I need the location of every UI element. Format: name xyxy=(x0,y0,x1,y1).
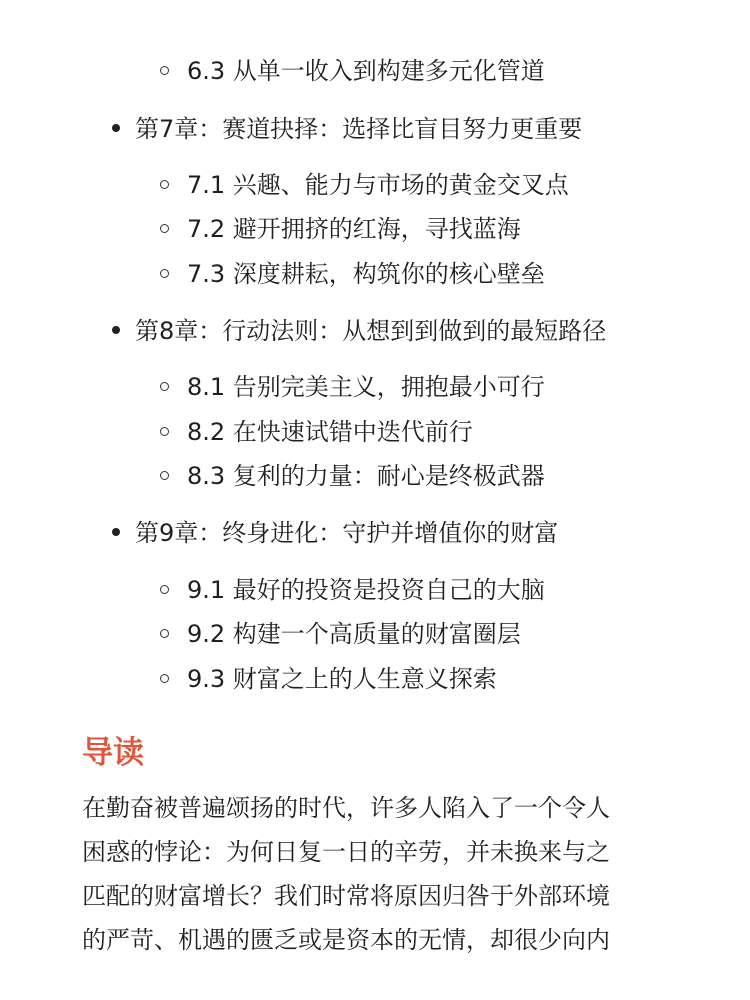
filled-bullet-icon xyxy=(112,326,120,334)
hollow-bullet-icon xyxy=(160,382,169,391)
intro-heading: 导读 xyxy=(82,735,144,771)
section-label: 9.2 构建一个高质量的财富圈层 xyxy=(187,620,521,648)
outline-chapter-7 xyxy=(112,112,582,146)
chapter-label: 第8章：行动法则：从想到到做到的最短路径 xyxy=(135,317,607,345)
section-label: 9.1 最好的投资是投资自己的大脑 xyxy=(187,576,545,604)
filled-bullet-icon xyxy=(112,124,120,132)
outline-section-8-2 xyxy=(160,415,473,449)
section-label: 6.3 从单一收入到构建多元化管道 xyxy=(187,57,545,85)
section-label: 9.3 财富之上的人生意义探索 xyxy=(187,665,497,693)
paragraph-line: 困惑的悖论：为何日复一日的辛劳，并未换来与之 xyxy=(82,838,610,866)
outline-chapter-9 xyxy=(112,516,558,550)
section-label: 7.1 兴趣、能力与市场的黄金交叉点 xyxy=(187,171,569,199)
outline-section-6-3 xyxy=(160,54,545,88)
section-label: 8.1 告别完美主义，拥抱最小可行 xyxy=(187,373,545,401)
section-label: 7.3 深度耕耘，构筑你的核心壁垒 xyxy=(187,260,545,288)
hollow-bullet-icon xyxy=(160,269,169,278)
hollow-bullet-icon xyxy=(160,224,169,233)
hollow-bullet-icon xyxy=(160,674,169,683)
paragraph-line: 匹配的财富增长？我们时常将原因归咎于外部环境 xyxy=(82,882,610,910)
outline-section-9-1 xyxy=(160,573,545,607)
outline-section-7-1 xyxy=(160,168,569,202)
outline-section-8-3 xyxy=(160,459,545,493)
intro-paragraph xyxy=(82,786,672,962)
outline-section-7-3 xyxy=(160,257,545,291)
outline-section-8-1 xyxy=(160,370,545,404)
hollow-bullet-icon xyxy=(160,629,169,638)
filled-bullet-icon xyxy=(112,528,120,536)
chapter-label: 第7章：赛道抉择：选择比盲目努力更重要 xyxy=(135,115,583,143)
outline-section-9-2 xyxy=(160,617,521,651)
outline-section-9-3 xyxy=(160,662,497,696)
hollow-bullet-icon xyxy=(160,585,169,594)
outline-section-7-2 xyxy=(160,212,521,246)
paragraph-line: 的严苛、机遇的匮乏或是资本的无情，却很少向内 xyxy=(82,926,610,954)
hollow-bullet-icon xyxy=(160,66,169,75)
hollow-bullet-icon xyxy=(160,180,169,189)
section-label: 8.3 复利的力量：耐心是终极武器 xyxy=(187,462,545,490)
section-label: 7.2 避开拥挤的红海，寻找蓝海 xyxy=(187,215,521,243)
hollow-bullet-icon xyxy=(160,427,169,436)
chapter-label: 第9章：终身进化：守护并增值你的财富 xyxy=(135,519,559,547)
outline-chapter-8 xyxy=(112,314,606,348)
section-label: 8.2 在快速试错中迭代前行 xyxy=(187,418,473,446)
hollow-bullet-icon xyxy=(160,471,169,480)
paragraph-line: 在勤奋被普遍颂扬的时代，许多人陷入了一个令人 xyxy=(82,794,610,822)
